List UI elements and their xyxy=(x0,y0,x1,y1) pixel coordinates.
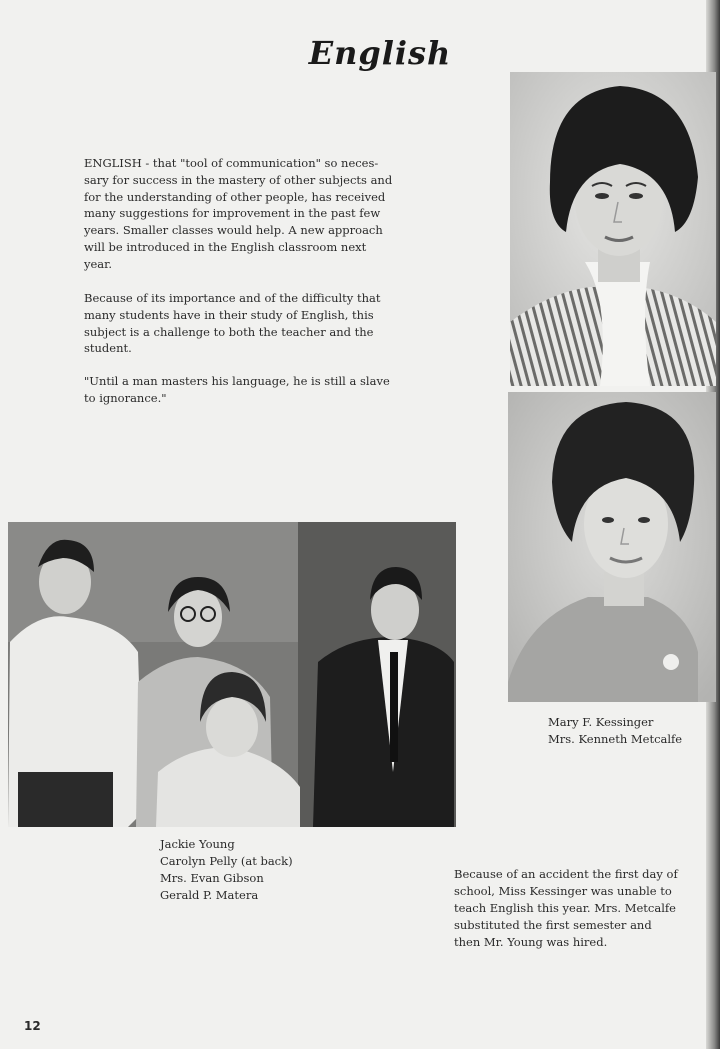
page-number: 12 xyxy=(24,1019,41,1033)
group-name: Jackie Young xyxy=(160,837,235,851)
portrait-name: Mrs. Kenneth Metcalfe xyxy=(548,732,683,746)
intro-paragraph: ENGLISH - that "tool of communication" so neces-sary for success in the mastery of other subjects and for the understanding of other people, has received many suggestions for improvement in the past few years. Smaller classes would help. A new approach will be introduced in the English classroom next year. xyxy=(84,156,393,271)
group-names xyxy=(160,836,293,904)
portrait-photo-kessinger xyxy=(510,72,716,386)
group-name: Gerald P. Matera xyxy=(160,888,259,902)
group-name: Mrs. Evan Gibson xyxy=(160,871,264,885)
importance-paragraph: Because of its importance and of the difficulty that many students have in their study of English, this subject is a challenge to both the teacher and the student. xyxy=(84,291,381,356)
page-title: English xyxy=(308,34,452,72)
group-name: Carolyn Pelly (at back) xyxy=(160,854,293,868)
accident-caption: Because of an accident the first day of school, Miss Kessinger was unable to teach English this year. Mrs. Metcalfe substituted the first semester and then Mr. Young was hired. xyxy=(454,867,678,949)
portrait-photo-metcalfe xyxy=(508,392,716,702)
portrait-name: Mary F. Kessinger xyxy=(548,715,654,729)
quote-paragraph: "Until a man masters his language, he is still a slave to ignorance." xyxy=(84,374,390,405)
portrait-names xyxy=(548,714,682,748)
group-photo-teachers xyxy=(8,522,456,827)
